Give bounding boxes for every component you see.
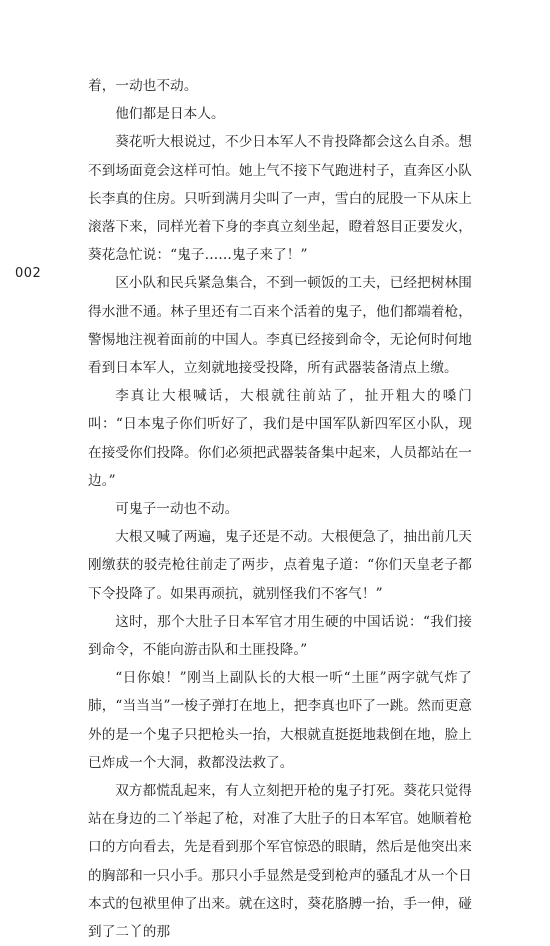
paragraph: 这时，那个大肚子日本军官才用生硬的中国话说：“我们接到命令，不能向游击队和土匪投降。” [88,613,472,659]
paragraph: 大根又喊了两遍，鬼子还是不动。大根便急了，抽出前几天刚缴获的驳壳枪往前走了两步，点着鬼子道：“你们天皇老子都下令投降了。如果再顽抗，就别怪我们不客气！” [88,529,472,602]
paragraph: 着，一动也不动。 [88,78,198,94]
paragraph: 他们都是日本人。 [115,106,225,123]
paragraph: 葵花听大根说过，不少日本军人不肯投降都会这么自杀。想不到场面竟会这样可怕。她上气不接下气跑进村子，直奔区小队长李真的住房。只听到满月尖叫了一声，雪白的屁股一下从床上滚落下来，同样光着下身的李真立刻坐起，瞪着怒目正要发火，葵花急忙说：“鬼子……鬼子来了！” [88,134,472,264]
paragraph: 区小队和民兵紧急集合，不到一顿饭的工夫，已经把树林围得水泄不通。林子里还有二百来个活着的鬼子，他们都端着枪，警惕地注视着面前的中国人。李真已经接到命令，无论何时何地看到日本军人，立刻就地接受投降，所有武器装备清点上缴。 [88,275,472,377]
paragraph: “日你娘！”刚当上副队长的大根一听“土匪”两字就气炸了肺，“当当当”一梭子弹打在地上，把李真也吓了一跳。然而更意外的是一个鬼子只把枪头一抬，大根就直挺挺地栽倒在地，脸上已炸成一个大洞，救都没法救了。 [88,670,472,771]
page-number: 002 [15,266,42,281]
paragraph: 可鬼子一动也不动。 [115,501,239,518]
body-text [88,72,472,946]
paragraph: 双方都慌乱起来，有人立刻把开枪的鬼子打死。葵花只觉得站在身边的二丫举起了枪，对准了大肚子的日本军官。她顺着枪口的方向看去，先是看到那个军官惊恐的眼睛，然后是他突出来的胸部和一只小手。那只小手显然是受到枪声的骚乱才从一个日本式的包袱里伸了出来。就在这时，葵花胳膊一抬，手一伸，碰到了二丫的那 [88,783,472,941]
paragraph: 李真让大根喊话，大根就往前站了，扯开粗大的嗓门叫：“日本鬼子你们听好了，我们是中国军队新四军区小队，现在接受你们投降。你们必须把武器装备集中起来，人员都站在一边。” [88,388,472,489]
